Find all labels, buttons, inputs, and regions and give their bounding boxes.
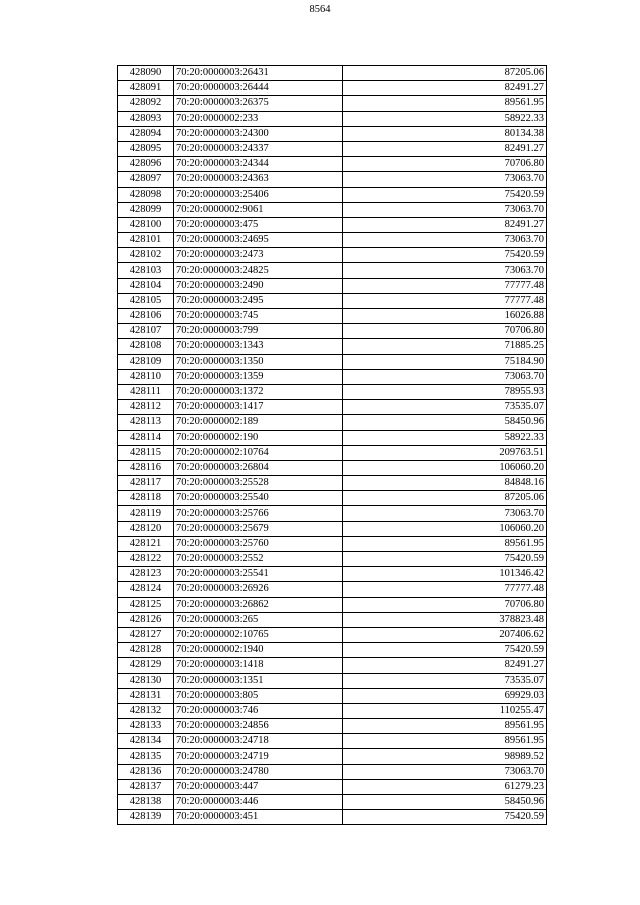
cadastral-number-cell: 70:20:0000003:746 — [174, 703, 343, 718]
table-row — [118, 187, 547, 202]
value-cell: 82491.27 — [343, 658, 547, 673]
value-cell: 77777.48 — [343, 278, 547, 293]
record-number-cell: 428103 — [118, 263, 174, 278]
cadastral-number-cell: 70:20:0000003:24363 — [174, 172, 343, 187]
table-row — [118, 217, 547, 232]
record-number-cell: 428113 — [118, 415, 174, 430]
record-number-cell: 428124 — [118, 582, 174, 597]
registry-table — [117, 65, 547, 825]
table-row — [118, 703, 547, 718]
table-row — [118, 81, 547, 96]
cadastral-number-cell: 70:20:0000003:25766 — [174, 506, 343, 521]
value-cell: 75420.59 — [343, 552, 547, 567]
table-row — [118, 612, 547, 627]
value-cell: 58450.96 — [343, 415, 547, 430]
cadastral-number-cell: 70:20:0000003:25541 — [174, 567, 343, 582]
value-cell: 106060.20 — [343, 460, 547, 475]
record-number-cell: 428108 — [118, 339, 174, 354]
cadastral-number-cell: 70:20:0000003:1359 — [174, 369, 343, 384]
value-cell: 89561.95 — [343, 734, 547, 749]
value-cell: 89561.95 — [343, 719, 547, 734]
record-number-cell: 428138 — [118, 795, 174, 810]
table-row — [118, 248, 547, 263]
value-cell: 106060.20 — [343, 521, 547, 536]
value-cell: 61279.23 — [343, 779, 547, 794]
value-cell: 73063.70 — [343, 172, 547, 187]
cadastral-number-cell: 70:20:0000002:190 — [174, 430, 343, 445]
value-cell: 73063.70 — [343, 263, 547, 278]
table-row — [118, 779, 547, 794]
table-row — [118, 293, 547, 308]
cadastral-number-cell: 70:20:0000003:25540 — [174, 491, 343, 506]
table-row — [118, 810, 547, 825]
record-number-cell: 428134 — [118, 734, 174, 749]
value-cell: 75420.59 — [343, 248, 547, 263]
record-number-cell: 428112 — [118, 400, 174, 415]
table-row — [118, 460, 547, 475]
record-number-cell: 428121 — [118, 536, 174, 551]
table-row — [118, 764, 547, 779]
cadastral-number-cell: 70:20:0000003:745 — [174, 309, 343, 324]
record-number-cell: 428107 — [118, 324, 174, 339]
table-row — [118, 597, 547, 612]
value-cell: 80134.38 — [343, 126, 547, 141]
cadastral-number-cell: 70:20:0000003:2490 — [174, 278, 343, 293]
record-number-cell: 428102 — [118, 248, 174, 263]
record-number-cell: 428114 — [118, 430, 174, 445]
table-row — [118, 400, 547, 415]
cadastral-number-cell: 70:20:0000003:2495 — [174, 293, 343, 308]
record-number-cell: 428091 — [118, 81, 174, 96]
cadastral-number-cell: 70:20:0000003:1417 — [174, 400, 343, 415]
table-row — [118, 627, 547, 642]
record-number-cell: 428131 — [118, 688, 174, 703]
table-row — [118, 126, 547, 141]
table-row — [118, 658, 547, 673]
value-cell: 58922.33 — [343, 430, 547, 445]
value-cell: 75420.59 — [343, 187, 547, 202]
table-row — [118, 673, 547, 688]
table-row — [118, 582, 547, 597]
record-number-cell: 428130 — [118, 673, 174, 688]
cadastral-number-cell: 70:20:0000003:24718 — [174, 734, 343, 749]
value-cell: 209763.51 — [343, 445, 547, 460]
value-cell: 87205.06 — [343, 66, 547, 81]
record-number-cell: 428110 — [118, 369, 174, 384]
value-cell: 77777.48 — [343, 293, 547, 308]
record-number-cell: 428118 — [118, 491, 174, 506]
table-row — [118, 643, 547, 658]
record-number-cell: 428106 — [118, 309, 174, 324]
cadastral-number-cell: 70:20:0000002:189 — [174, 415, 343, 430]
value-cell: 70706.80 — [343, 597, 547, 612]
value-cell: 207406.62 — [343, 627, 547, 642]
record-number-cell: 428120 — [118, 521, 174, 536]
record-number-cell: 428122 — [118, 552, 174, 567]
cadastral-number-cell: 70:20:0000003:24719 — [174, 749, 343, 764]
record-number-cell: 428098 — [118, 187, 174, 202]
table-row — [118, 172, 547, 187]
table-row — [118, 521, 547, 536]
table-row — [118, 445, 547, 460]
record-number-cell: 428092 — [118, 96, 174, 111]
cadastral-number-cell: 70:20:0000003:451 — [174, 810, 343, 825]
value-cell: 87205.06 — [343, 491, 547, 506]
value-cell: 73063.70 — [343, 764, 547, 779]
value-cell: 98989.52 — [343, 749, 547, 764]
value-cell: 73535.07 — [343, 400, 547, 415]
value-cell: 70706.80 — [343, 324, 547, 339]
table-row — [118, 734, 547, 749]
cadastral-number-cell: 70:20:0000003:26444 — [174, 81, 343, 96]
record-number-cell: 428099 — [118, 202, 174, 217]
record-number-cell: 428117 — [118, 476, 174, 491]
cadastral-number-cell: 70:20:0000003:25760 — [174, 536, 343, 551]
record-number-cell: 428095 — [118, 141, 174, 156]
value-cell: 73063.70 — [343, 506, 547, 521]
table-row — [118, 278, 547, 293]
cadastral-number-cell: 70:20:0000003:1418 — [174, 658, 343, 673]
cadastral-number-cell: 70:20:0000003:1343 — [174, 339, 343, 354]
cadastral-number-cell: 70:20:0000003:24780 — [174, 764, 343, 779]
value-cell: 89561.95 — [343, 96, 547, 111]
record-number-cell: 428109 — [118, 354, 174, 369]
record-number-cell: 428111 — [118, 384, 174, 399]
value-cell: 77777.48 — [343, 582, 547, 597]
table-row — [118, 96, 547, 111]
record-number-cell: 428133 — [118, 719, 174, 734]
cadastral-number-cell: 70:20:0000002:1940 — [174, 643, 343, 658]
cadastral-number-cell: 70:20:0000003:24825 — [174, 263, 343, 278]
cadastral-number-cell: 70:20:0000003:26375 — [174, 96, 343, 111]
cadastral-number-cell: 70:20:0000003:2473 — [174, 248, 343, 263]
table-row — [118, 567, 547, 582]
table-row — [118, 384, 547, 399]
cadastral-number-cell: 70:20:0000003:447 — [174, 779, 343, 794]
table-row — [118, 141, 547, 156]
page-number: 8564 — [309, 4, 331, 15]
cadastral-number-cell: 70:20:0000003:1351 — [174, 673, 343, 688]
record-number-cell: 428128 — [118, 643, 174, 658]
cadastral-number-cell: 70:20:0000002:10765 — [174, 627, 343, 642]
table-row — [118, 263, 547, 278]
table-row — [118, 491, 547, 506]
cadastral-number-cell: 70:20:0000003:25528 — [174, 476, 343, 491]
cadastral-number-cell: 70:20:0000003:25406 — [174, 187, 343, 202]
record-number-cell: 428105 — [118, 293, 174, 308]
cadastral-number-cell: 70:20:0000003:446 — [174, 795, 343, 810]
value-cell: 75184.90 — [343, 354, 547, 369]
record-number-cell: 428127 — [118, 627, 174, 642]
table-row — [118, 324, 547, 339]
cadastral-number-cell: 70:20:0000003:26862 — [174, 597, 343, 612]
value-cell: 58450.96 — [343, 795, 547, 810]
table-row — [118, 369, 547, 384]
table-row — [118, 688, 547, 703]
value-cell: 69929.03 — [343, 688, 547, 703]
table-row — [118, 795, 547, 810]
value-cell: 110255.47 — [343, 703, 547, 718]
record-number-cell: 428125 — [118, 597, 174, 612]
table-row — [118, 309, 547, 324]
cadastral-number-cell: 70:20:0000002:9061 — [174, 202, 343, 217]
record-number-cell: 428104 — [118, 278, 174, 293]
value-cell: 78955.93 — [343, 384, 547, 399]
value-cell: 71885.25 — [343, 339, 547, 354]
value-cell: 82491.27 — [343, 217, 547, 232]
cadastral-number-cell: 70:20:0000003:799 — [174, 324, 343, 339]
record-number-cell: 428129 — [118, 658, 174, 673]
cadastral-number-cell: 70:20:0000003:1350 — [174, 354, 343, 369]
table-row — [118, 233, 547, 248]
cadastral-number-cell: 70:20:0000003:1372 — [174, 384, 343, 399]
table-row — [118, 202, 547, 217]
value-cell: 75420.59 — [343, 810, 547, 825]
value-cell: 73063.70 — [343, 233, 547, 248]
record-number-cell: 428139 — [118, 810, 174, 825]
record-number-cell: 428097 — [118, 172, 174, 187]
record-number-cell: 428136 — [118, 764, 174, 779]
cadastral-number-cell: 70:20:0000003:265 — [174, 612, 343, 627]
cadastral-number-cell: 70:20:0000003:2552 — [174, 552, 343, 567]
cadastral-number-cell: 70:20:0000003:24856 — [174, 719, 343, 734]
cadastral-number-cell: 70:20:0000003:26804 — [174, 460, 343, 475]
record-number-cell: 428115 — [118, 445, 174, 460]
table-row — [118, 749, 547, 764]
cadastral-number-cell: 70:20:0000003:24337 — [174, 141, 343, 156]
record-number-cell: 428123 — [118, 567, 174, 582]
table-row — [118, 506, 547, 521]
record-number-cell: 428135 — [118, 749, 174, 764]
record-number-cell: 428094 — [118, 126, 174, 141]
table-row — [118, 430, 547, 445]
record-number-cell: 428093 — [118, 111, 174, 126]
table-row — [118, 536, 547, 551]
value-cell: 73063.70 — [343, 202, 547, 217]
value-cell: 73063.70 — [343, 369, 547, 384]
table-row — [118, 354, 547, 369]
table-row — [118, 476, 547, 491]
cadastral-number-cell: 70:20:0000003:24695 — [174, 233, 343, 248]
registry-table-body — [118, 66, 547, 825]
value-cell: 378823.48 — [343, 612, 547, 627]
record-number-cell: 428116 — [118, 460, 174, 475]
value-cell: 101346.42 — [343, 567, 547, 582]
cadastral-number-cell: 70:20:0000003:26926 — [174, 582, 343, 597]
cadastral-number-cell: 70:20:0000002:10764 — [174, 445, 343, 460]
value-cell: 73535.07 — [343, 673, 547, 688]
record-number-cell: 428100 — [118, 217, 174, 232]
record-number-cell: 428119 — [118, 506, 174, 521]
value-cell: 82491.27 — [343, 141, 547, 156]
value-cell: 82491.27 — [343, 81, 547, 96]
table-row — [118, 415, 547, 430]
cadastral-number-cell: 70:20:0000003:24300 — [174, 126, 343, 141]
value-cell: 70706.80 — [343, 157, 547, 172]
cadastral-number-cell: 70:20:0000003:25679 — [174, 521, 343, 536]
value-cell: 58922.33 — [343, 111, 547, 126]
table-row — [118, 66, 547, 81]
table-row — [118, 552, 547, 567]
record-number-cell: 428090 — [118, 66, 174, 81]
table-row — [118, 157, 547, 172]
record-number-cell: 428096 — [118, 157, 174, 172]
record-number-cell: 428101 — [118, 233, 174, 248]
cadastral-number-cell: 70:20:0000003:475 — [174, 217, 343, 232]
cadastral-number-cell: 70:20:0000003:805 — [174, 688, 343, 703]
table-row — [118, 111, 547, 126]
value-cell: 75420.59 — [343, 643, 547, 658]
value-cell: 89561.95 — [343, 536, 547, 551]
cadastral-number-cell: 70:20:0000002:233 — [174, 111, 343, 126]
table-row — [118, 719, 547, 734]
record-number-cell: 428137 — [118, 779, 174, 794]
record-number-cell: 428126 — [118, 612, 174, 627]
record-number-cell: 428132 — [118, 703, 174, 718]
cadastral-number-cell: 70:20:0000003:24344 — [174, 157, 343, 172]
cadastral-number-cell: 70:20:0000003:26431 — [174, 66, 343, 81]
value-cell: 16026.88 — [343, 309, 547, 324]
value-cell: 84848.16 — [343, 476, 547, 491]
table-row — [118, 339, 547, 354]
